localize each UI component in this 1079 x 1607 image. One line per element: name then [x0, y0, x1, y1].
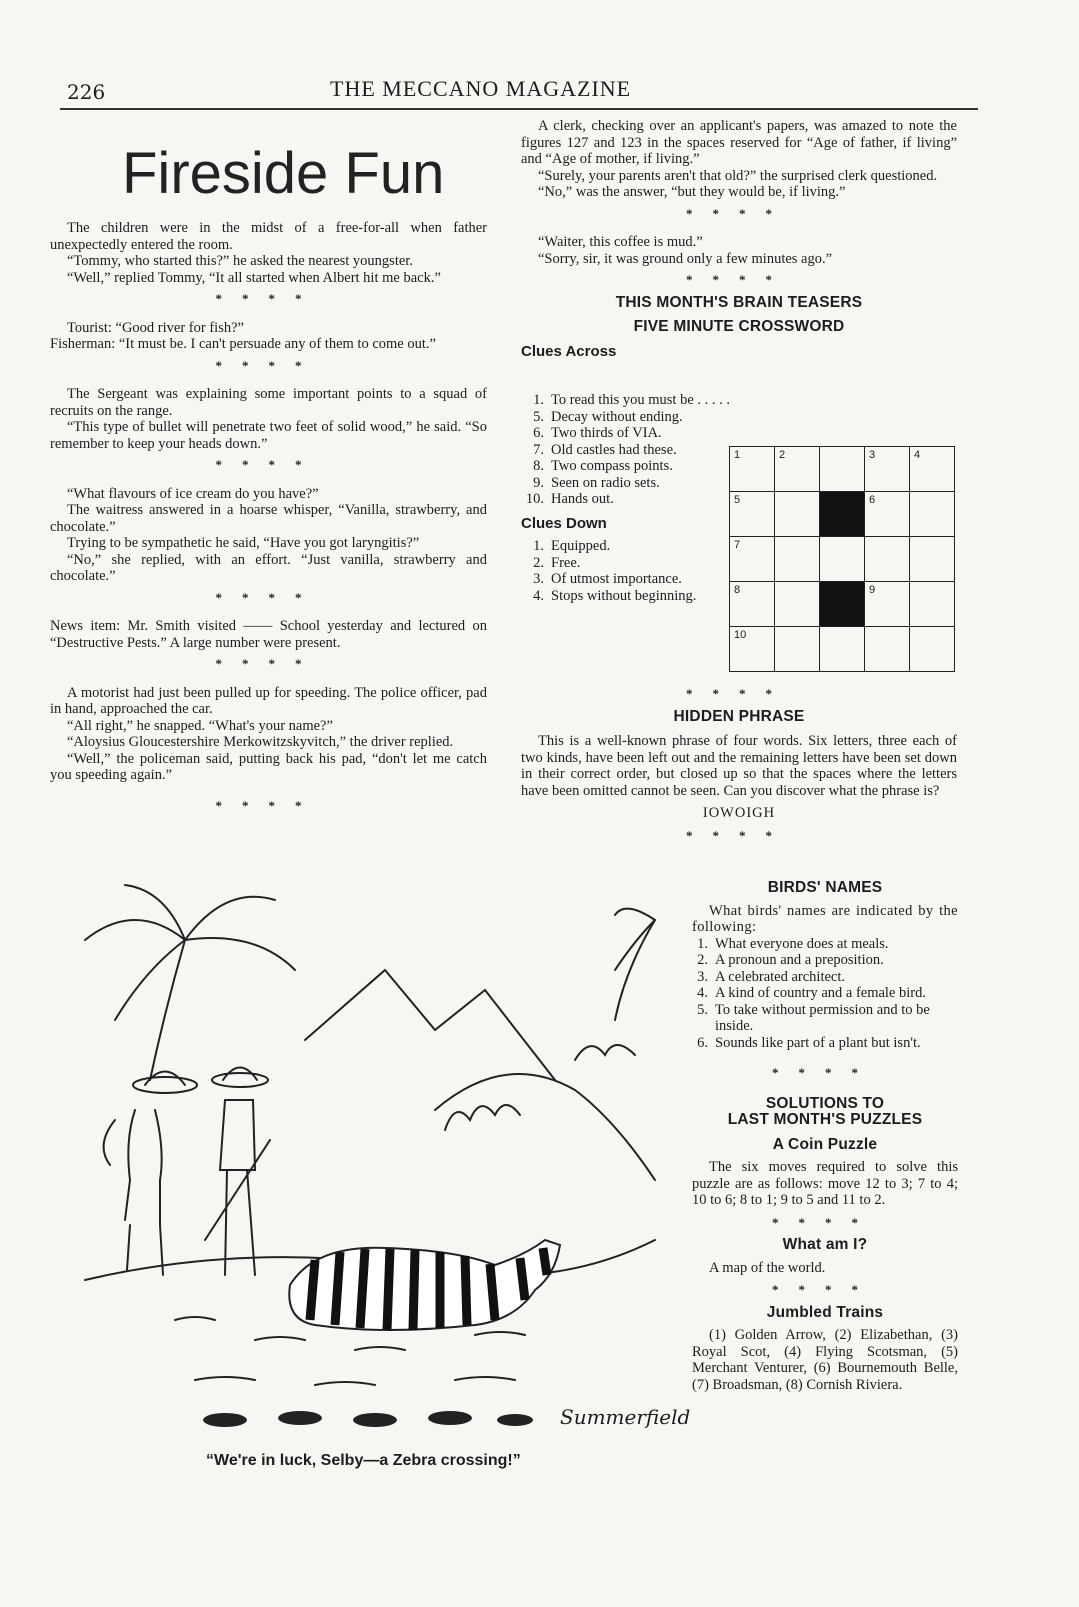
star-separator: ****: [772, 1282, 878, 1297]
cell[interactable]: [775, 537, 820, 582]
solutions-heading-line: LAST MONTH'S PUZZLES: [727, 1111, 923, 1128]
paragraph: The waitress answered in a hoarse whisper, “Vanilla, strawberry, and chocolate.”: [50, 502, 487, 535]
cell[interactable]: 9: [865, 582, 910, 627]
palm-trunk: [150, 940, 185, 1080]
cell[interactable]: [775, 582, 820, 627]
paragraph: “No,” she replied, with an effort. “Just vanilla, strawberry and chocolate.”: [50, 551, 487, 584]
paragraph: News item: Mr. Smith visited —— School yesterday and lectured on “Destructive Pests.” A large number were present.: [50, 618, 487, 651]
paragraph: The children were in the midst of a free-for-all when father unexpectedly entered the room.: [50, 220, 487, 253]
bird-item: 6. Sounds like part of a plant but isn't.: [697, 1034, 921, 1051]
paragraph: “Tommy, who started this?” he asked the nearest youngster.: [67, 253, 413, 269]
clue-across-6: 6. Two thirds of VIA.: [533, 425, 662, 441]
clue-across-9: 9. Seen on radio sets.: [533, 474, 660, 491]
solutions-heading: [692, 1096, 958, 1129]
hidden-phrase-text: This is a well-known phrase of four words. Six letters, three each of two kinds, have been left out and the remaining letters have been set down in their correct order, but closed up so that the spaces where the letters have been omitted cannot be seen. Can you discover what the phrase is?: [521, 733, 957, 799]
cell[interactable]: 8: [730, 582, 775, 627]
paragraph: “Surely, your parents aren't that old?” the surprised clerk questioned.: [538, 167, 938, 184]
star-separator: ****: [772, 1065, 878, 1080]
star-separator: ****: [686, 272, 792, 287]
black-cell: [820, 492, 865, 537]
coin-puzzle-heading: A Coin Puzzle: [772, 1135, 878, 1153]
joke-6: [50, 685, 487, 784]
joke-8: [521, 234, 957, 267]
paragraph: “Sorry, sir, it was ground only a few minutes ago.”: [538, 250, 833, 267]
cell[interactable]: 10: [730, 627, 775, 672]
paragraph: “Well,” replied Tommy, “It all started when Albert hit me back.”: [67, 269, 441, 286]
solutions-heading-line: SOLUTIONS TO: [765, 1094, 885, 1112]
explorer-body: [125, 1110, 162, 1225]
bird-item: 1. What everyone does at meals.: [697, 935, 889, 952]
hill: [435, 1074, 655, 1180]
zebra-crossing-cartoon: [55, 880, 685, 1440]
star-separator: ****: [215, 457, 322, 472]
clue-down-1: 1. Equipped.: [533, 538, 611, 554]
pith-helmet: [133, 1077, 197, 1093]
paragraph: “What flavours of ice cream do you have?”: [67, 485, 319, 502]
bird-item: 5. To take without permission and to be inside.: [697, 1001, 930, 1034]
crossword-grid: [729, 446, 955, 672]
cell[interactable]: 3: [865, 447, 910, 492]
bird-item: 4. A kind of country and a female bird.: [697, 985, 926, 1001]
pith-helmet: [212, 1073, 268, 1087]
joke-5: [50, 618, 487, 651]
star-separator: ****: [686, 827, 792, 843]
cell[interactable]: [910, 492, 955, 537]
cell[interactable]: [820, 537, 865, 582]
birds-heading: BIRDS' NAMES: [767, 879, 883, 896]
star-separator: ****: [215, 589, 322, 605]
paragraph: Fisherman: “It must be. I can't persuade any of them to come out.”: [50, 336, 436, 352]
crossword-clues: [521, 392, 731, 604]
jumbled-trains-heading: Jumbled Trains: [766, 1303, 884, 1321]
clues-across-list: [521, 392, 731, 508]
hidden-phrase-heading: HIDDEN PHRASE: [673, 707, 805, 725]
clue-down-2: 2. Free.: [533, 554, 581, 571]
bush: [575, 1045, 635, 1060]
cell[interactable]: 6: [865, 492, 910, 537]
cell[interactable]: 5: [730, 492, 775, 537]
clues-across-heading: Clues Across: [521, 342, 617, 360]
joke-1: [50, 220, 487, 286]
paragraph: Trying to be sympathetic he said, “Have you got laryngitis?”: [67, 535, 420, 551]
paragraph: “Waiter, this coffee is mud.”: [538, 234, 703, 250]
star-separator: ****: [215, 656, 322, 671]
cell[interactable]: [865, 537, 910, 582]
what-am-i-solution: A map of the world.: [709, 1259, 826, 1276]
cell[interactable]: [775, 627, 820, 672]
header-rule: [60, 108, 978, 110]
brain-teasers-heading: THIS MONTH'S BRAIN TEASERS: [615, 293, 863, 311]
paragraph: “All right,” he snapped. “What's your name?”: [67, 717, 333, 734]
cell[interactable]: 1: [730, 447, 775, 492]
paragraph: The Sergeant was explaining some important points to a squad of recruits on the range.: [50, 386, 487, 419]
cell[interactable]: [820, 627, 865, 672]
bird-item: 3. A celebrated architect.: [697, 968, 846, 985]
right-column: [521, 118, 957, 368]
palm-leaf: [615, 920, 655, 970]
coin-puzzle-solution: The six moves required to solve this puzzle are as follows: move 12 to 3; 7 to 4; 10 to 6; 8 to 1; 9 to 5 and 11 to 2.: [692, 1159, 958, 1208]
explorer-body: [220, 1100, 255, 1170]
crossword-heading: FIVE MINUTE CROSSWORD: [633, 318, 845, 335]
palm-leaf: [85, 920, 185, 940]
star-separator: ****: [215, 291, 322, 306]
artist-signature: Summerfield: [560, 1405, 691, 1429]
what-am-i-heading: What am I?: [782, 1236, 868, 1253]
joke-4: [50, 486, 487, 585]
rifle: [205, 1140, 270, 1240]
paragraph: “Aloysius Gloucestershire Merkowitzskyvitch,” the driver replied.: [67, 734, 454, 750]
birds-list: [692, 936, 958, 1052]
clue-across-8: 8. Two compass points.: [533, 458, 673, 474]
page-number: 226: [67, 80, 106, 104]
palm-leaf: [185, 938, 295, 970]
mountain: [305, 970, 555, 1080]
palm-leaf: [615, 909, 655, 920]
cell[interactable]: 7: [730, 537, 775, 582]
clue-across-10: 10. Hands out.: [525, 491, 614, 507]
left-column: [50, 220, 487, 826]
clue-down-4: 4. Stops without beginning.: [533, 587, 697, 604]
clues-down-heading: Clues Down: [521, 514, 607, 532]
palm-leaf: [125, 885, 185, 940]
star-separator: ****: [215, 357, 322, 373]
bush: [445, 1105, 520, 1130]
bird-item: 2. A pronoun and a preposition.: [697, 952, 884, 968]
joke-3: [50, 386, 487, 452]
zebra: [289, 1240, 560, 1330]
joke-7: [521, 118, 957, 201]
star-separator: ****: [686, 205, 792, 221]
cell[interactable]: [820, 447, 865, 492]
clue-down-3: 3. Of utmost importance.: [533, 571, 682, 587]
birds-intro: What birds' names are indicated by the following:: [692, 902, 958, 935]
palm-trunk: [615, 920, 655, 1020]
cell[interactable]: [775, 492, 820, 537]
palm-leaf: [185, 897, 275, 940]
paragraph: “This type of bullet will penetrate two feet of solid wood,” he said. “So remember to keep your heads down.”: [50, 419, 487, 452]
clues-down-list: [521, 538, 721, 604]
cell[interactable]: [910, 537, 955, 582]
clue-across-5: 5. Decay without ending.: [533, 408, 683, 425]
joke-2: [50, 320, 487, 353]
lower-right-column: [692, 880, 958, 1393]
cell[interactable]: 4: [910, 447, 955, 492]
stepping-stones: [203, 1411, 533, 1427]
paragraph: A motorist had just been pulled up for speeding. The police officer, pad in hand, approached the car.: [50, 684, 487, 717]
running-head: THE MECCANO MAGAZINE: [330, 76, 632, 101]
page-title: Fireside Fun: [122, 141, 445, 206]
clue-across-7: 7. Old castles had these.: [533, 441, 677, 458]
black-cell: [820, 582, 865, 627]
paragraph: “Well,” the policeman said, putting back his pad, “don't let me catch you speeding again.”: [50, 750, 487, 783]
cell[interactable]: 2: [775, 447, 820, 492]
clue-across-1: 1. To read this you must be . . . . .: [533, 392, 731, 408]
cartoon-caption: “We're in luck, Selby—a Zebra crossing!”: [206, 1452, 521, 1469]
jumbled-trains-solution: (1) Golden Arrow, (2) Elizabethan, (3) Royal Scot, (4) Flying Scotsman, (5) Merchant Venturer, (6) Bournemouth Belle, (7) Broadsman, (8) Cornish Riviera.: [692, 1327, 958, 1393]
paragraph: “No,” was the answer, “but they would be, if living.”: [538, 184, 846, 200]
star-separator: ****: [686, 686, 792, 701]
hidden-phrase-section: [521, 686, 957, 848]
paragraph: A clerk, checking over an applicant's papers, was amazed to note the figures 127 and 123 in the spaces reserved for “Age of father, if living” and “Age of mother, if living.”: [521, 118, 957, 167]
cell[interactable]: [910, 582, 955, 627]
star-separator: ****: [215, 797, 322, 813]
cell[interactable]: [865, 627, 910, 672]
cell[interactable]: [910, 627, 955, 672]
paragraph: Tourist: “Good river for fish?”: [67, 319, 244, 336]
star-separator: ****: [772, 1214, 878, 1230]
hidden-phrase-letters: IOWOIGH: [702, 805, 776, 821]
